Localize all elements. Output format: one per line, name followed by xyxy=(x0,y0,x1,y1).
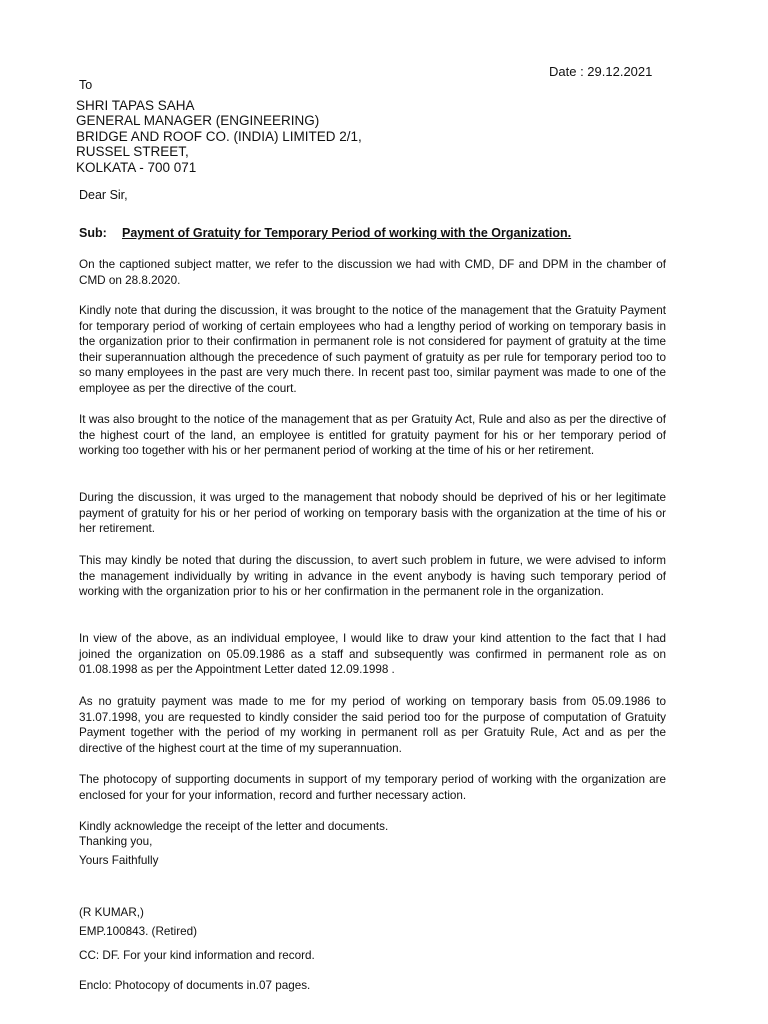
closing-line: Yours Faithfully xyxy=(79,854,159,867)
recipient-city: KOLKATA - 700 071 xyxy=(76,159,197,175)
acknowledge-line: Kindly acknowledge the receipt of the letter and documents. xyxy=(79,820,389,833)
paragraph: It was also brought to the notice of the management that as per Gratuity Act, Rule and also as per the directive of the highest court of the land, an employee is entitled for gratuity payment for his or her temporary period of working too together with his or her permanent period of working at the time of his or her retirement. xyxy=(79,413,666,457)
cc-line: CC: DF. For your kind information and record. xyxy=(79,949,315,962)
recipient-address xyxy=(76,98,362,175)
subject-text: Payment of Gratuity for Temporary Period of working with the Organization. xyxy=(122,226,572,240)
paragraph: During the discussion, it was urged to the management that nobody should be deprived of his or her legitimate payment of gratuity for his or her period of working on temporary basis with the organization at the time of his or her retirement. xyxy=(79,491,666,535)
letter-date: Date : 29.12.2021 xyxy=(549,64,653,79)
paragraph: Kindly note that during the discussion, it was brought to the notice of the management that the Gratuity Payment for temporary period of working of certain employees who had a lengthy period of working on temporary basis in the organization prior to their confirmation in permanent role is not considered for payment of gratuity at the time their superannuation although the precedence of such payment of gratuity as per rule for temporary period too to so many employees in the past are very much there. In recent past too, similar payment was made to one of the employee as per the directive of the court. xyxy=(79,304,666,395)
to-label: To xyxy=(79,78,93,92)
paragraph: The photocopy of supporting documents in support of my temporary period of working with the organization are enclosed for your for your information, record and further necessary action. xyxy=(79,773,666,802)
recipient-name: SHRI TAPAS SAHA xyxy=(76,98,195,113)
subject-label: Sub: xyxy=(79,226,107,240)
recipient-street: RUSSEL STREET, xyxy=(76,144,189,160)
paragraph: As no gratuity payment was made to me for my period of working on temporary basis from 05.09.1986 to 31.07.1998, you are requested to kindly consider the said period too for the purpose of computation of Gratuity Payment together with the period of my working in permanent roll as per Gratuity Rule, Act and as per the directive of the highest court at the time of my superannuation. xyxy=(79,695,666,755)
sender-emp-line: EMP.100843. (Retired) xyxy=(79,925,198,938)
enclosure-line: Enclo: Photocopy of documents in.07 pages. xyxy=(79,979,311,992)
thanking-line: Thanking you, xyxy=(79,835,153,848)
recipient-company: BRIDGE AND ROOF CO. (INDIA) LIMITED 2/1, xyxy=(76,128,362,144)
subject-line xyxy=(79,226,571,240)
paragraph: In view of the above, as an individual employee, I would like to draw your kind attention to the fact that I had joined the organization on 05.09.1986 as a staff and subsequently was confirmed in permanent role as on 01.08.1998 as per the Appointment Letter dated 12.09.1998 . xyxy=(79,632,666,676)
recipient-designation: GENERAL MANAGER (ENGINEERING) xyxy=(76,113,320,129)
sender-name: (R KUMAR,) xyxy=(79,906,144,919)
paragraph: On the captioned subject matter, we refer to the discussion we had with CMD, DF and DPM in the chamber of CMD on 28.8.2020. xyxy=(79,258,666,287)
paragraph: This may kindly be noted that during the discussion, to avert such problem in future, we were advised to inform the management individually by writing in advance in the event anybody is having such temporary period of working with the organization prior to his or her confirmation in the permanent role in the organization. xyxy=(79,554,666,598)
salutation: Dear Sir, xyxy=(79,188,128,202)
